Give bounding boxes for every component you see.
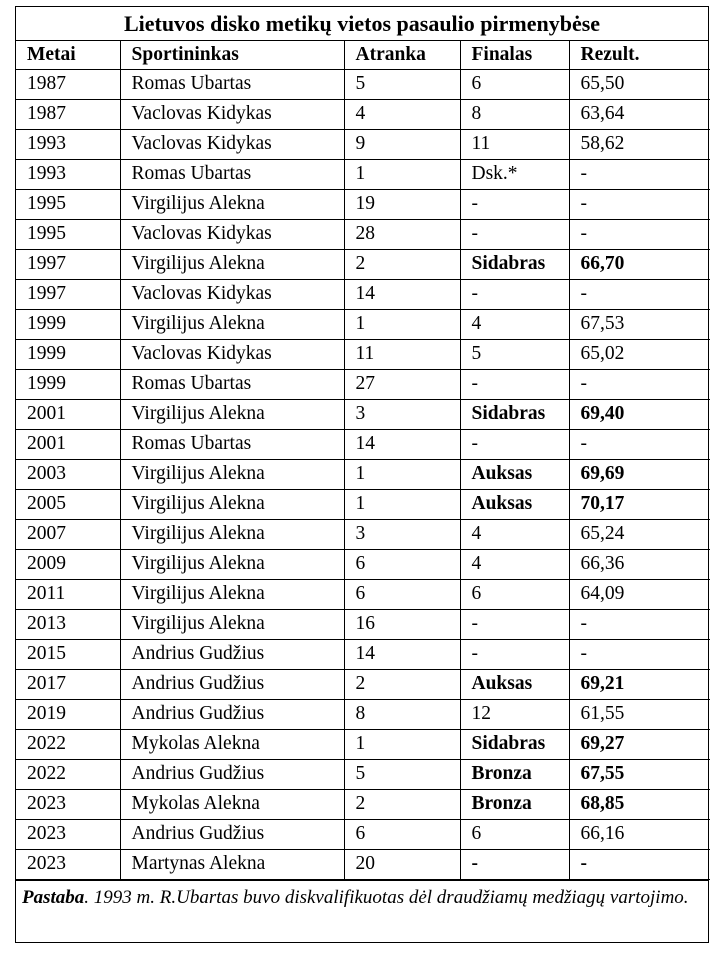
cell-qualification: 2 — [344, 249, 460, 279]
cell-athlete: Martynas Alekna — [120, 849, 344, 879]
cell-year: 1993 — [16, 129, 120, 159]
cell-qualification: 14 — [344, 429, 460, 459]
cell-athlete: Vaclovas Kidykas — [120, 219, 344, 249]
cell-result: - — [569, 219, 710, 249]
cell-final: - — [460, 189, 569, 219]
cell-year: 2023 — [16, 849, 120, 879]
cell-final: - — [460, 369, 569, 399]
table-row — [16, 459, 710, 489]
cell-final: 8 — [460, 99, 569, 129]
cell-athlete: Vaclovas Kidykas — [120, 129, 344, 159]
cell-athlete: Virgilijus Alekna — [120, 309, 344, 339]
table-row — [16, 429, 710, 459]
footnote-text: . 1993 m. R.Ubartas buvo diskvalifikuotas dėl draudžiamų medžiagų vartojimo. — [84, 886, 689, 908]
cell-athlete: Andrius Gudžius — [120, 759, 344, 789]
results-table-document — [15, 6, 709, 943]
table-row — [16, 249, 710, 279]
cell-result: 63,64 — [569, 99, 710, 129]
cell-qualification: 5 — [344, 759, 460, 789]
cell-qualification: 19 — [344, 189, 460, 219]
cell-final: - — [460, 849, 569, 879]
cell-qualification: 6 — [344, 819, 460, 849]
cell-final: 6 — [460, 819, 569, 849]
column-header-qualification: Atranka — [344, 41, 460, 69]
cell-result: - — [569, 429, 710, 459]
cell-athlete: Virgilijus Alekna — [120, 399, 344, 429]
cell-final: - — [460, 279, 569, 309]
cell-year: 2022 — [16, 759, 120, 789]
cell-final: Dsk.* — [460, 159, 569, 189]
cell-qualification: 16 — [344, 609, 460, 639]
footnote-label: Pastaba — [22, 886, 85, 908]
cell-final: 12 — [460, 699, 569, 729]
cell-qualification: 3 — [344, 519, 460, 549]
cell-qualification: 11 — [344, 339, 460, 369]
cell-final: 4 — [460, 309, 569, 339]
cell-final: Auksas — [460, 459, 569, 489]
cell-qualification: 20 — [344, 849, 460, 879]
cell-result: 65,50 — [569, 69, 710, 99]
cell-qualification: 1 — [344, 459, 460, 489]
cell-result: 66,70 — [569, 249, 710, 279]
cell-qualification: 2 — [344, 789, 460, 819]
cell-final: - — [460, 429, 569, 459]
cell-final: 5 — [460, 339, 569, 369]
table-row — [16, 99, 710, 129]
cell-year: 1997 — [16, 279, 120, 309]
header-row — [16, 41, 710, 69]
cell-athlete: Andrius Gudžius — [120, 669, 344, 699]
table-row — [16, 759, 710, 789]
column-header-year: Metai — [16, 41, 120, 69]
cell-athlete: Mykolas Alekna — [120, 789, 344, 819]
cell-result: 69,40 — [569, 399, 710, 429]
cell-year: 2005 — [16, 489, 120, 519]
table-row — [16, 699, 710, 729]
cell-year: 2015 — [16, 639, 120, 669]
cell-final: Bronza — [460, 759, 569, 789]
table-row — [16, 609, 710, 639]
cell-result: 58,62 — [569, 129, 710, 159]
cell-qualification: 3 — [344, 399, 460, 429]
cell-qualification: 14 — [344, 279, 460, 309]
cell-year: 2007 — [16, 519, 120, 549]
cell-year: 1999 — [16, 369, 120, 399]
cell-final: Sidabras — [460, 399, 569, 429]
cell-result: 66,36 — [569, 549, 710, 579]
cell-year: 2001 — [16, 399, 120, 429]
cell-result: - — [569, 639, 710, 669]
cell-final: 6 — [460, 579, 569, 609]
table-row — [16, 489, 710, 519]
table-row — [16, 549, 710, 579]
table-row — [16, 369, 710, 399]
cell-year: 2013 — [16, 609, 120, 639]
cell-athlete: Virgilijus Alekna — [120, 249, 344, 279]
table-title: Lietuvos disko metikų vietos pasaulio pirmenybėse — [16, 7, 708, 41]
cell-athlete: Virgilijus Alekna — [120, 579, 344, 609]
column-header-final: Finalas — [460, 41, 569, 69]
cell-athlete: Andrius Gudžius — [120, 639, 344, 669]
cell-qualification: 8 — [344, 699, 460, 729]
table-row — [16, 849, 710, 879]
cell-qualification: 1 — [344, 159, 460, 189]
cell-year: 1999 — [16, 309, 120, 339]
cell-final: Sidabras — [460, 249, 569, 279]
cell-final: - — [460, 219, 569, 249]
table-row — [16, 339, 710, 369]
cell-athlete: Andrius Gudžius — [120, 819, 344, 849]
cell-qualification: 4 — [344, 99, 460, 129]
cell-result: 65,02 — [569, 339, 710, 369]
cell-result: - — [569, 189, 710, 219]
cell-result: 69,69 — [569, 459, 710, 489]
column-header-result: Rezult. — [569, 41, 710, 69]
table-row — [16, 819, 710, 849]
cell-athlete: Romas Ubartas — [120, 159, 344, 189]
cell-athlete: Romas Ubartas — [120, 369, 344, 399]
cell-result: 70,17 — [569, 489, 710, 519]
cell-final: Auksas — [460, 669, 569, 699]
cell-final: 4 — [460, 519, 569, 549]
cell-final: 11 — [460, 129, 569, 159]
table-row — [16, 309, 710, 339]
cell-qualification: 28 — [344, 219, 460, 249]
cell-year: 2009 — [16, 549, 120, 579]
cell-final: 6 — [460, 69, 569, 99]
cell-athlete: Vaclovas Kidykas — [120, 99, 344, 129]
cell-final: - — [460, 609, 569, 639]
cell-year: 2019 — [16, 699, 120, 729]
cell-result: 66,16 — [569, 819, 710, 849]
cell-athlete: Virgilijus Alekna — [120, 189, 344, 219]
cell-athlete: Virgilijus Alekna — [120, 489, 344, 519]
cell-qualification: 2 — [344, 669, 460, 699]
cell-year: 2003 — [16, 459, 120, 489]
footnote — [16, 880, 708, 942]
table-row — [16, 519, 710, 549]
cell-final: 4 — [460, 549, 569, 579]
table-row — [16, 729, 710, 759]
cell-year: 2023 — [16, 819, 120, 849]
cell-year: 2001 — [16, 429, 120, 459]
cell-athlete: Romas Ubartas — [120, 69, 344, 99]
cell-qualification: 27 — [344, 369, 460, 399]
cell-athlete: Virgilijus Alekna — [120, 609, 344, 639]
table-row — [16, 399, 710, 429]
table-row — [16, 279, 710, 309]
column-header-athlete: Sportininkas — [120, 41, 344, 69]
cell-result: 68,85 — [569, 789, 710, 819]
table-row — [16, 69, 710, 99]
cell-qualification: 1 — [344, 309, 460, 339]
table-row — [16, 129, 710, 159]
cell-year: 1999 — [16, 339, 120, 369]
cell-qualification: 14 — [344, 639, 460, 669]
cell-qualification: 9 — [344, 129, 460, 159]
cell-athlete: Romas Ubartas — [120, 429, 344, 459]
cell-result: 69,21 — [569, 669, 710, 699]
cell-qualification: 6 — [344, 549, 460, 579]
cell-year: 1993 — [16, 159, 120, 189]
cell-year: 1995 — [16, 189, 120, 219]
table-row — [16, 579, 710, 609]
cell-result: 65,24 — [569, 519, 710, 549]
cell-athlete: Virgilijus Alekna — [120, 459, 344, 489]
table-row — [16, 159, 710, 189]
cell-athlete: Vaclovas Kidykas — [120, 339, 344, 369]
cell-year: 1997 — [16, 249, 120, 279]
cell-athlete: Vaclovas Kidykas — [120, 279, 344, 309]
cell-result: 69,27 — [569, 729, 710, 759]
cell-athlete: Virgilijus Alekna — [120, 549, 344, 579]
cell-qualification: 1 — [344, 489, 460, 519]
cell-year: 2023 — [16, 789, 120, 819]
cell-athlete: Virgilijus Alekna — [120, 519, 344, 549]
cell-result: 67,53 — [569, 309, 710, 339]
table-row — [16, 189, 710, 219]
cell-final: Sidabras — [460, 729, 569, 759]
cell-year: 2011 — [16, 579, 120, 609]
cell-year: 1995 — [16, 219, 120, 249]
table-row — [16, 669, 710, 699]
cell-qualification: 6 — [344, 579, 460, 609]
cell-qualification: 5 — [344, 69, 460, 99]
cell-year: 2022 — [16, 729, 120, 759]
cell-result: - — [569, 279, 710, 309]
cell-final: Auksas — [460, 489, 569, 519]
cell-final: - — [460, 639, 569, 669]
cell-result: - — [569, 159, 710, 189]
table-row — [16, 219, 710, 249]
results-table — [16, 41, 710, 880]
table-row — [16, 789, 710, 819]
cell-result: 67,55 — [569, 759, 710, 789]
cell-qualification: 1 — [344, 729, 460, 759]
table-row — [16, 639, 710, 669]
cell-result: - — [569, 609, 710, 639]
cell-final: Bronza — [460, 789, 569, 819]
cell-athlete: Mykolas Alekna — [120, 729, 344, 759]
cell-result: 64,09 — [569, 579, 710, 609]
cell-year: 1987 — [16, 99, 120, 129]
cell-result: 61,55 — [569, 699, 710, 729]
cell-year: 1987 — [16, 69, 120, 99]
cell-year: 2017 — [16, 669, 120, 699]
cell-result: - — [569, 369, 710, 399]
cell-athlete: Andrius Gudžius — [120, 699, 344, 729]
cell-result: - — [569, 849, 710, 879]
